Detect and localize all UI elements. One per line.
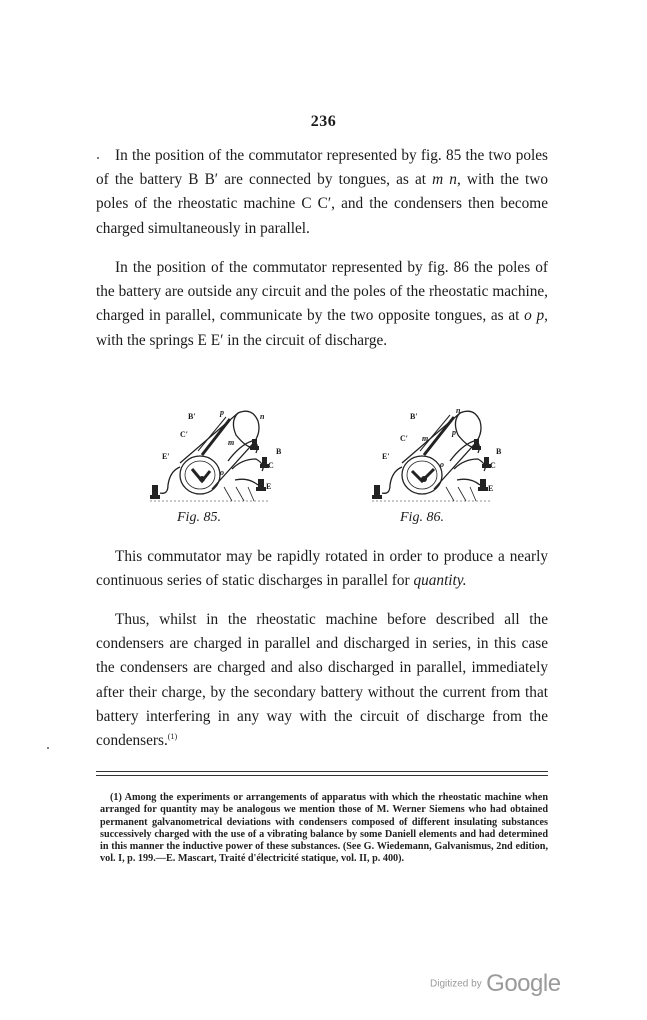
label-n: n (456, 406, 461, 415)
figure-caption: Fig. 86. (400, 510, 444, 525)
footnote-divider (96, 771, 548, 772)
label-e: E (488, 484, 494, 493)
footnote-text: (1) Among the experiments or arrangements of apparatus with which the rheostatic machine when arranged for quantity may be analogous we mention those of M. Werner Siemens who had obtained permanent galvanometrical deviations with condensers composed of different insulating substances successively charged with the use of a vibrating balance by some Daniell elements and had determined in this manner the inductive power of these substances. (See G. Wiedemann, Galvanismus, 2nd edition, vol. I, p. 199.—E. Mascart, Traité d'électricité statique, vol. II, p. 400). (100, 792, 548, 865)
paragraph-text: , with the two poles of the rheostatic machine C C′, and the condensers then become charged simultaneously in parallel. (96, 171, 548, 237)
commutator-illustration (140, 405, 290, 510)
label-m: m (228, 438, 235, 447)
label-e-prime: E′ (162, 452, 170, 461)
paragraph-text: This commutator may be rapidly rotated in order to produce a nearly continuous series of static discharges in parallel for (96, 548, 548, 590)
emphasis-text: m n (432, 171, 457, 189)
label-e: E (266, 482, 272, 491)
digitized-watermark (430, 970, 561, 998)
label-c: C (490, 461, 496, 470)
label-p: p (452, 428, 456, 437)
watermark-brand: Google (486, 970, 561, 997)
watermark-prefix: Digitized by (430, 978, 482, 990)
label-c: C (268, 461, 274, 470)
paragraph-text: Thus, whilst in the rheostatic machine before described all the condensers are charged in parallel and discharged in series, in this case the condensers are charged and also discharged in parallel, immediately after their charge, by the secondary battery without the current from that battery interfering in any way with the circuit of discharge from the condensers. (96, 611, 548, 750)
footnote-divider (96, 775, 548, 776)
label-o: o (440, 460, 444, 469)
label-c-prime: C′ (400, 434, 409, 443)
label-b: B (276, 447, 282, 456)
paragraph-commutator-rotation (96, 545, 548, 593)
label-c-prime: C′ (180, 430, 189, 439)
margin-mark (47, 747, 49, 749)
label-b-prime: B′ (188, 412, 196, 421)
paragraph-text: In the position of the commutator represented by fig. 86 the poles of the battery are outside any circuit and the poles of the rheostatic machine, charged in parallel, communicate by the two opposite tongues, as at (96, 259, 548, 325)
paragraph-text: , with the springs E E′ in the circuit of discharge. (96, 307, 548, 349)
footnote-reference: (1) (167, 731, 178, 741)
page-number: 236 (310, 113, 337, 130)
label-b-prime: B′ (410, 412, 418, 421)
label-b: B (496, 447, 502, 456)
figure-caption: Fig. 85. (177, 510, 221, 525)
emphasis-text: quantity. (413, 572, 467, 590)
commutator-illustration (362, 405, 512, 510)
label-e-prime: E′ (382, 452, 390, 461)
figure-85 (140, 405, 290, 535)
paragraph-text: In the position of the commutator represented by fig. 85 the two poles of the battery B B′ are connected by tongues, as at (96, 147, 548, 189)
label-n: n (260, 412, 265, 421)
footnote (100, 792, 548, 866)
emphasis-text: o p (524, 307, 545, 325)
label-m: m (422, 434, 429, 443)
label-o: o (220, 468, 224, 477)
paragraph-fig85-description (96, 144, 548, 241)
paragraph-fig86-description (96, 256, 548, 353)
label-p: p (220, 408, 224, 417)
paragraph-rheostatic-comparison (96, 608, 548, 753)
figure-86 (362, 405, 512, 535)
